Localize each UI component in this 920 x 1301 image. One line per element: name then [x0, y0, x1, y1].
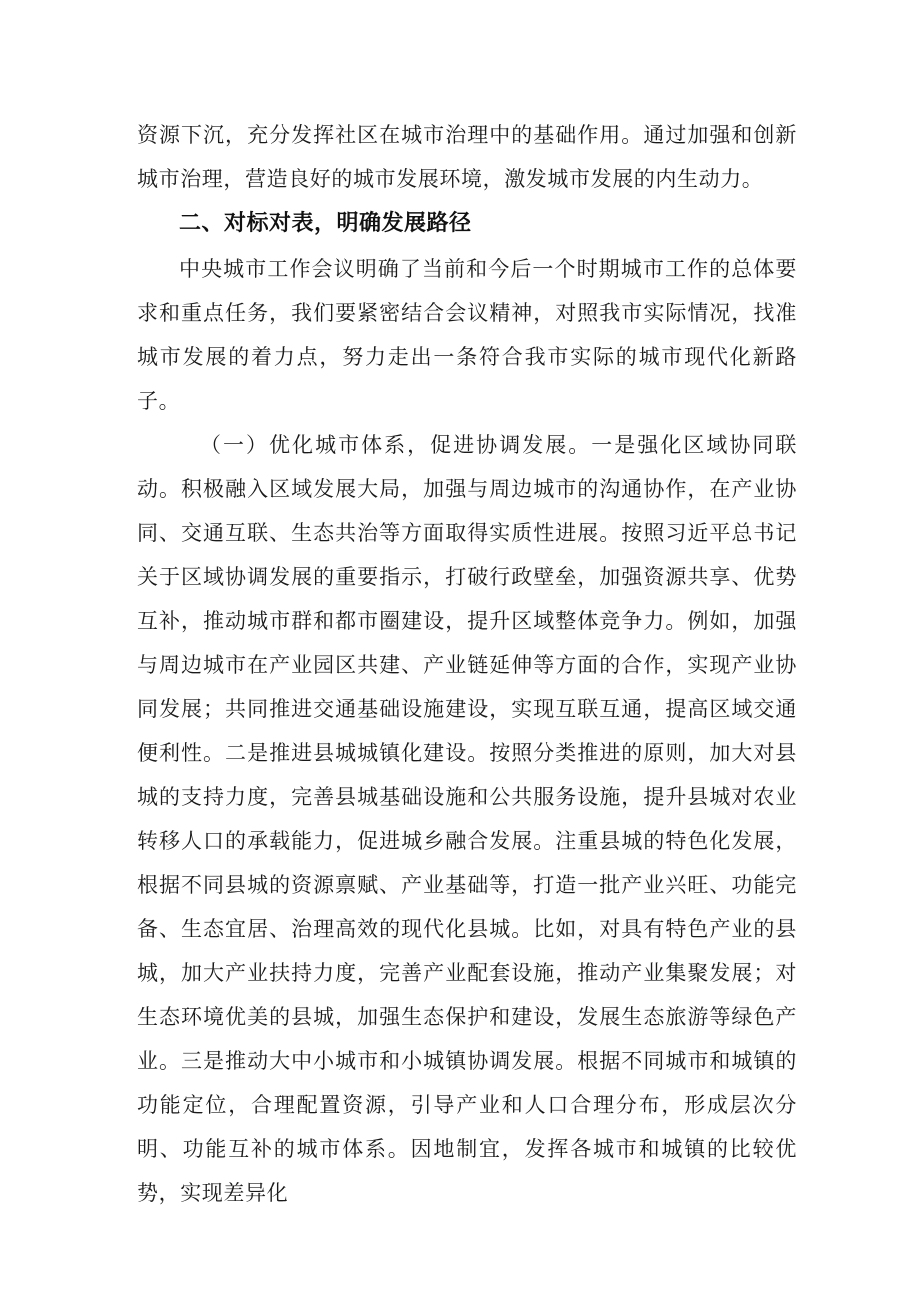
section-heading: 二、对标对表，明确发展路径: [179, 211, 472, 236]
document-body: [137, 113, 797, 1215]
paragraph-intro: 中央城市工作会议明确了当前和今后一个时期城市工作的总体要求和重点任务，我们要紧密结合会议精神，对照我市实际情况，找准城市发展的着力点，努力走出一条符合我市实际的城市现代化新路子。: [137, 257, 797, 413]
paragraph-continued: 资源下沉，充分发挥社区在城市治理中的基础作用。通过加强和创新城市治理，营造良好的城市发展环境，激发城市发展的内生动力。: [137, 123, 797, 191]
paragraph-subsection: （一）优化城市体系，促进协调发展。一是强化区域协同联动。积极融入区域发展大局，加强与周边城市的沟通协作，在产业协同、交通互联、生态共治等方面取得实质性进展。按照习近平总书记关于区域协调发展的重要指示，打破行政壁垒，加强资源共享、优势互补，推动城市群和都市圈建设，提升区域整体竞争力。例如，加强与周边城市在产业园区共建、产业链延伸等方面的合作，实现产业协同发展；共同推进交通基础设施建设，实现互联互通，提高区域交通便利性。二是推进县城城镇化建设。按照分类推进的原则，加大对县城的支持力度，完善县城基础设施和公共服务设施，提升县城对农业转移人口的承载能力，促进城乡融合发展。注重县城的特色化发展，根据不同县城的资源禀赋、产业基础等，打造一批产业兴旺、功能完备、生态宜居、治理高效的现代化县城。比如，对具有特色产业的县城，加大产业扶持力度，完善产业配套设施，推动产业集聚发展；对生态环境优美的县城，加强生态保护和建设，发展生态旅游等绿色产业。三是推动大中小城市和小城镇协调发展。根据不同城市和城镇的功能定位，合理配置资源，引导产业和人口合理分布，形成层次分明、功能互补的城市体系。因地制宜，发挥各城市和城镇的比较优势，实现差异化: [137, 433, 797, 1205]
